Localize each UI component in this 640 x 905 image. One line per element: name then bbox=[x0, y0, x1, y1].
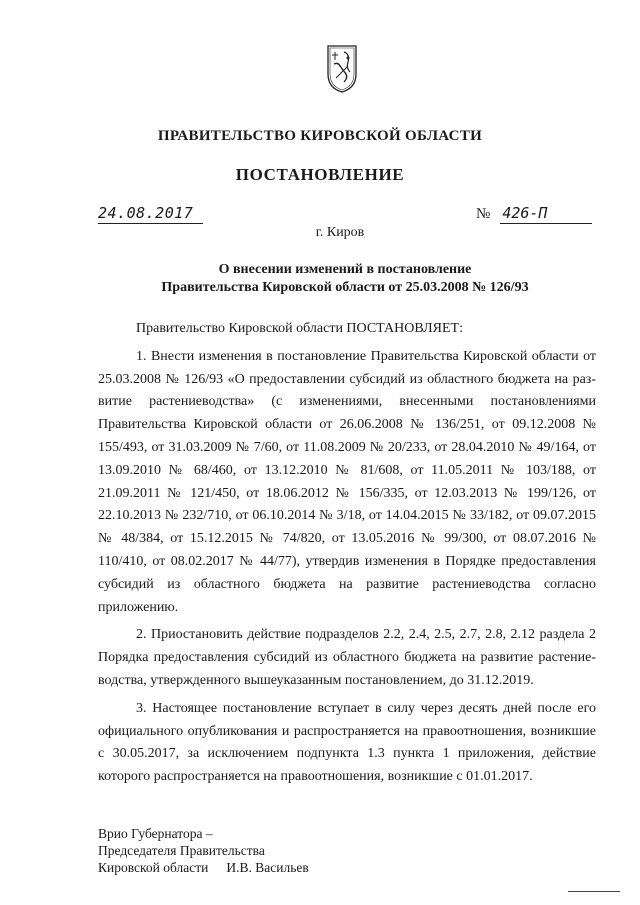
preamble: Правительство Кировской области ПОСТАНОВЛЯЕТ: bbox=[136, 321, 463, 336]
city: г. Киров bbox=[315, 225, 365, 240]
signature-title-3-row bbox=[98, 859, 309, 876]
signatory-name: И.В. Васильев bbox=[226, 860, 309, 875]
signature-title-1: Врио Губернатора – bbox=[98, 826, 213, 841]
number-underline bbox=[500, 223, 592, 224]
date-value: 24.08.2017 bbox=[98, 204, 194, 222]
clause-2: 2. Приостановить действие подразделов 2.2, 2.4, 2.5, 2.7, 2.8, 2.12 раздела 2 Порядка предоставления субсидий из областного бюджета на развитие растениеводства, утвержденного вышеуказанным постановлением, до 31.12.2019. bbox=[98, 627, 596, 688]
document-type: ПОСТАНОВЛЕНИЕ bbox=[235, 165, 405, 184]
document-date bbox=[98, 204, 203, 224]
clause-1: 1. Внести изменения в постановление Правительства Кировской области от 25.03.2008 № 126/93 «О предоставлении субсидий из областного бюджета на развитие растениеводства» (с изменениями, внесенными постановлениями Правительства Кировской области от 26.06.2008 № 136/251, от 09.12.2008 № 155/493, от 31.03.2009 № 7/60, от 11.08.2009 № 20/233, от 28.04.2010 № 49/164, от 13.09.2010 № 68/460, от 13.12.2010 № 81/608, от 11.05.2011 № 103/188, от 21.09.2011 № 121/450, от 18.06.2012 № 156/335, от 12.03.2013 № 199/126, от 22.10.2013 № 232/710, от 06.10.2014 № 3/18, от 14.04.2015 № 33/182, от 09.07.2015 № 48/384, от 15.12.2015 № 74/820, от 13.05.2016 № 99/300, от 08.07.2016 № 110/410, от 08.02.2017 № 44/77), утвердив изменения в Порядке предоставления субсидий из областного бюджета на развитие растениеводства согласно приложению. bbox=[98, 348, 596, 615]
number-sign: № bbox=[476, 206, 491, 222]
subject-line-2: Правительства Кировской области от 25.03.2008 № 126/93 bbox=[161, 280, 529, 295]
government-title: ПРАВИТЕЛЬСТВО КИРОВСКОЙ ОБЛАСТИ bbox=[157, 128, 483, 144]
document-number bbox=[476, 204, 592, 223]
coat-of-arms-icon bbox=[326, 44, 358, 94]
signature-title-2: Председателя Правительства bbox=[98, 843, 265, 858]
signature-title-3: Кировской области bbox=[98, 860, 209, 875]
footer-rule bbox=[568, 891, 620, 892]
clause-3: 3. Настоящее постановление вступает в силу через десять дней после его официального опубликования и распространяется на правоотношения, возникшие с 30.05.2017, за исключением подпункта 1.3 пункта 1 приложения, действие которого распространяется на правоотношения, возникшие с 01.01.2017. bbox=[98, 700, 596, 785]
document-subject bbox=[0, 261, 640, 297]
document-body bbox=[98, 318, 596, 789]
subject-line-1: О внесении изменений в постановление bbox=[218, 262, 472, 277]
number-value: 426-П bbox=[502, 204, 548, 222]
signature-block bbox=[98, 825, 309, 876]
date-underline bbox=[98, 223, 203, 224]
